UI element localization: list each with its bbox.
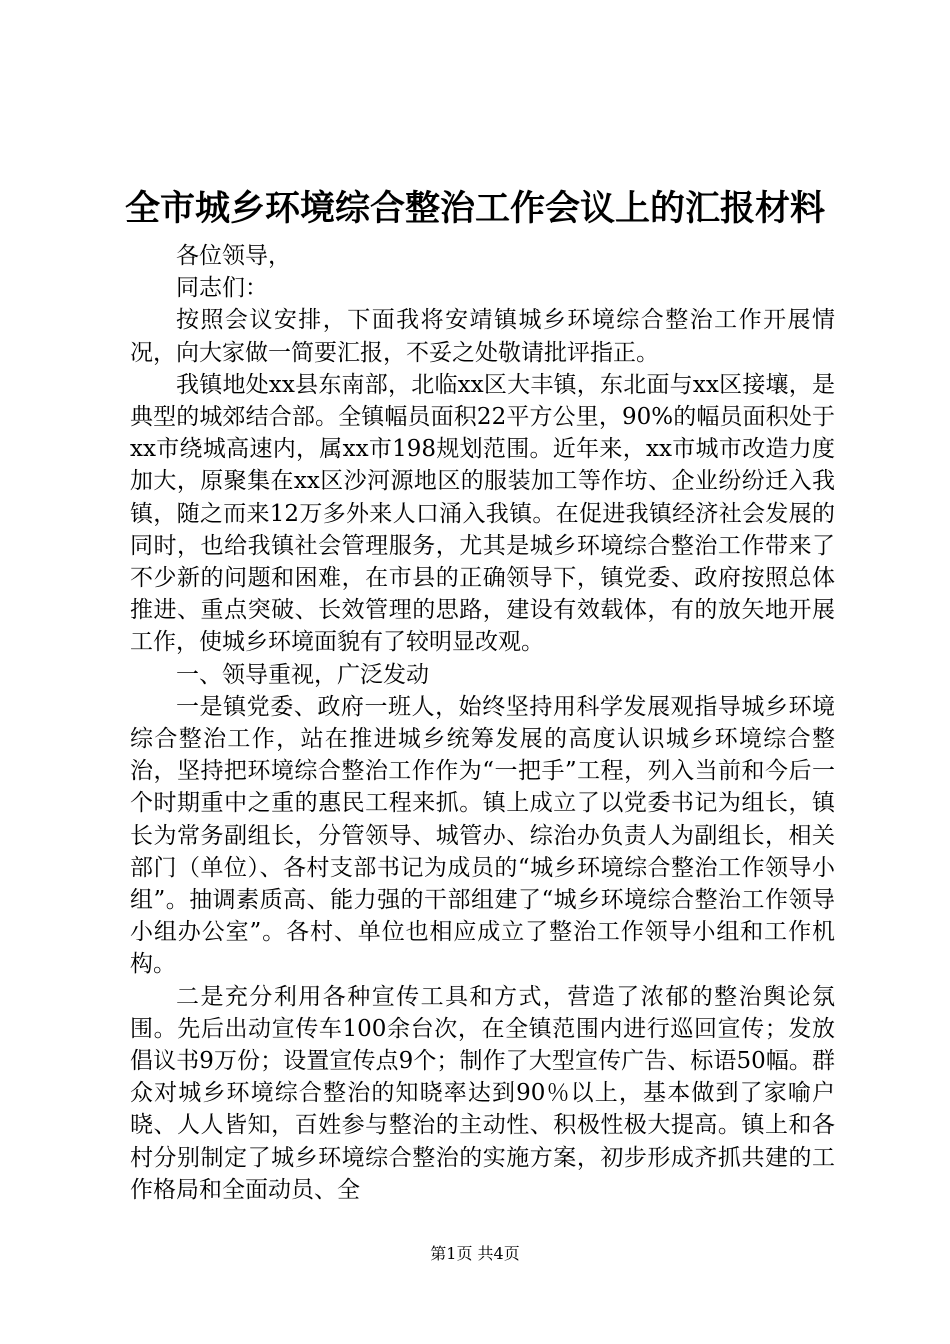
salutation-leaders: 各位领导，: [176, 243, 291, 269]
background-paragraph: 我镇地处xx县东南部，北临xx区大丰镇，东北面与xx区接壤，是典型的城郊结合部。全镇幅员面积22平方公里，90%的幅员面积处于xx市绕城高速内，属xx市198规划范围。近年来，xx市城市改造力度加大，原聚集在xx区沙河源地区的服装加工等作坊、企业纷纷迁入我镇，随之而来12万多外来人口涌入我镇。在促进我镇经济社会发展的同时，也给我镇社会管理服务，尤其是城乡环境综合整治工作带来了不少新的问题和困难，在市县的正确领导下，镇党委、政府按照总体推进、重点突破、长效管理的思路，建设有效载体，有的放矢地开展工作，使城乡环境面貌有了较明显改观。: [130, 371, 835, 656]
point-two-paragraph: 二是充分利用各种宣传工具和方式，营造了浓郁的整治舆论氛围。先后出动宣传车100余台次，在全镇范围内进行巡回宣传；发放倡议书9万份；设置宣传点9个；制作了大型宣传广告、标语50幅。群众对城乡环境综合整治的知晓率达到90％以上，基本做到了家喻户晓、人人皆知，百姓参与整治的主动性、积极性极大提高。镇上和各村分别制定了城乡环境综合整治的实施方案，初步形成齐抓共建的工作格局和全面动员、全: [130, 983, 835, 1203]
document-title: 全市城乡环境综合整治工作会议上的汇报材料: [124, 188, 825, 229]
salutation-comrades: 同志们：: [176, 275, 268, 302]
page-footer: 第1页 共4页: [430, 1244, 520, 1263]
document-body: [130, 240, 835, 1206]
point-one-paragraph: 一是镇党委、政府一班人，始终坚持用科学发展观指导城乡环境综合整治工作，站在推进城乡统筹发展的高度认识城乡环境综合整治，坚持把环境综合整治工作作为“一把手”工程，列入当前和今后一个时期重中之重的惠民工程来抓。镇上成立了以党委书记为组长，镇长为常务副组长，分管领导、城管办、综治办负责人为副组长，相关部门（单位）、各村支部书记为成员的“城乡环境综合整治工作领导小组”。抽调素质高、能力强的干部组建了“城乡环境综合整治工作领导小组办公室”。各村、单位也相应成立了整治工作领导小组和工作机构。: [130, 693, 835, 978]
intro-paragraph: 按照会议安排，下面我将安靖镇城乡环境综合整治工作开展情况，向大家做一简要汇报，不妥之处敬请批评指正。: [130, 307, 835, 366]
section-heading-1: 一、领导重视，广泛发动: [176, 661, 429, 688]
